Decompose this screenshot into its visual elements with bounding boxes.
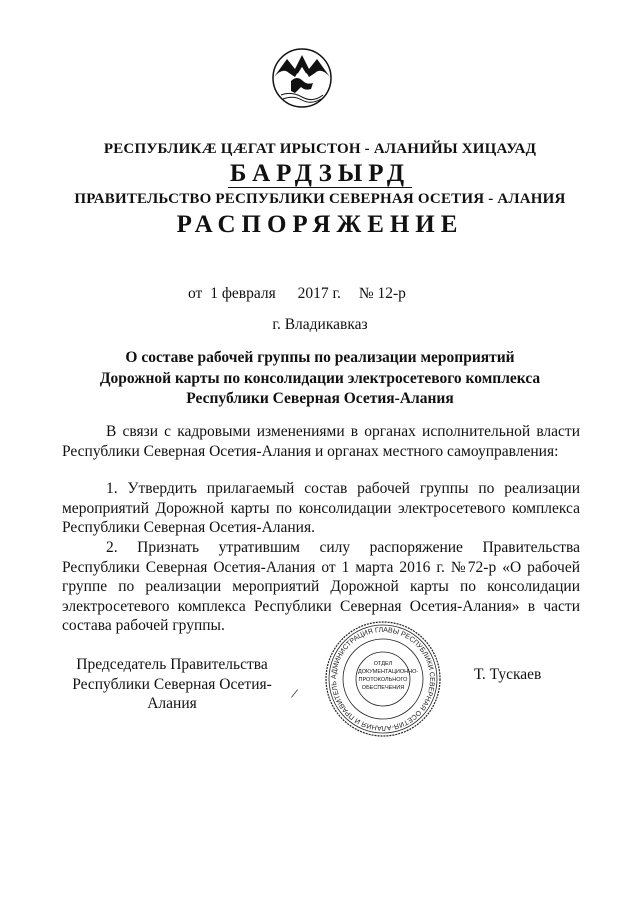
signatory-name: Т. Тускаев [474,666,542,683]
document-type-title: РАСПОРЯЖЕНИЕ [176,211,464,238]
city: г. Владикавказ [272,316,368,333]
document-number: № 12-р [358,285,406,302]
signature-mark: / [289,686,299,703]
preamble: В связи с кадровыми изменениями в органах исполнительной власти Республики Северная Осетия-Алания и органах местного самоуправления: [62,423,580,460]
subject-line: О составе рабочей группы по реализации мероприятий [125,349,515,366]
stamp-center-text: ОТДЕЛ ДОКУМЕНТАЦИОННО-ПРОТОКОЛЬНОГО ОБЕСПЕЧЕНИЯ [358,661,419,691]
item-2: 2. Признать утратившим силу распоряжение Правительства Республики Северная Осетия-Алания от 1 марта 2016 г. №72-р «О рабочей группе по реализации мероприятий Дорожной карты по консолидации электросетевого комплекса Республики Северная Осетия-Алания» в части состава рабочей группы. [62,539,580,635]
subject-line: Дорожной карты по консолидации электросетевого комплекса [99,369,541,387]
item-1: 1. Утвердить прилагаемый состав рабочей группы по реализации мероприятий Дорожной карты по консолидации электросетевого комплекса Республики Северная Осетия-Алания. [62,480,580,537]
header-russian-line: ПРАВИТЕЛЬСТВО РЕСПУБЛИКИ СЕВЕРНАЯ ОСЕТИЯ - АЛАНИЯ [74,191,566,207]
official-stamp [324,620,442,738]
signatory-position [62,655,282,714]
coat-of-arms-emblem [271,47,333,114]
date-day-month: 1 февраля [210,285,276,302]
header-ossetian-title [0,160,640,188]
stamp-ring-text: АДМИНИСТРАЦИЯ ГЛАВЫ РЕСПУБЛИКИ СЕВЕРНАЯ ОСЕТИЯ-АЛАНИЯ И ПРАВИТЕЛЬ [330,626,436,732]
header-ossetian-title-text: БАРДЗЫРД [229,160,411,187]
subject-line: Республики Северная Осетия-Алания [186,390,454,407]
date-prefix: от [188,285,203,302]
position-line: Республики Северная Осетия-Алания [72,675,272,713]
document-subject [0,348,640,410]
date-line [188,284,406,304]
header-ossetian-line: РЕСПУБЛИКÆ ЦÆГАТ ИРЫСТОН - АЛАНИЙЫ ХИЦАУАД [103,141,537,157]
position-line: Председатель Правительства [76,656,268,673]
date-year: 2017 г. [297,285,341,302]
